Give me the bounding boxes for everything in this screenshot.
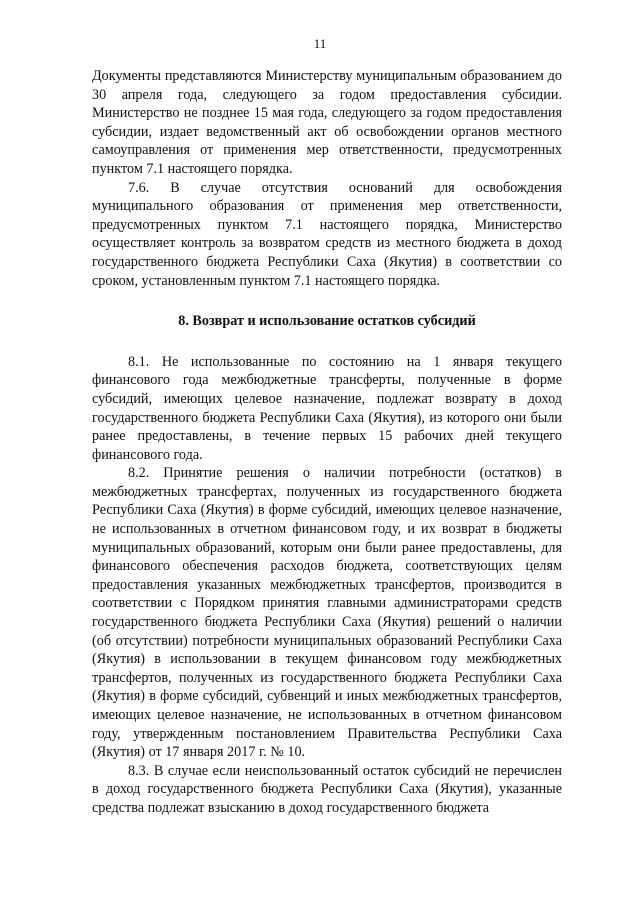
paragraph-8-2: 8.2. Принятие решения о наличии потребности (остатков) в межбюджетных трансфертах, полученных из государственного бюджета Республики Саха (Якутия) в форме субсидий, имеющих целевое назначение, не использованных в отчетном финансовом году, и их возврат в бюджеты муниципальных образований, которым они были ранее предоставлены, для финансового обеспечения расходов бюджета, соответствующих целям предоставления указанных межбюджетных трансфертов, производится в соответствии с Порядком принятия главными администраторами средств государственного бюджета Республики Саха (Якутия) решений о наличии (об отсутствии) потребности муниципальных образований Республики Саха (Якутия) в использовании в текущем финансовом году межбюджетных трансфертов, полученных из государственного бюджета Республики Саха (Якутия) в форме субсидий, субвенций и иных межбюджетных трансфертов, имеющих целевое назначение, не использованных в отчетном финансовом году, утвержденным постановлением Правительства Республики Саха (Якутия) от 17 января 2017 г. № 10. (92, 465, 562, 761)
document-body (92, 67, 562, 818)
paragraph-documents-submission: Документы представляются Министерству муниципальным образованием до 30 апреля года, следующего за годом предоставления субсидии. Министерство не позднее 15 мая года, следующего за годом предоставления субсидии, издает ведомственный акт об освобождении органов местного самоуправления от применения мер ответственности, предусмотренных пунктом 7.1 настоящего порядка. (92, 68, 562, 177)
paragraph-8-1: 8.1. Не использованные по состоянию на 1 января текущего финансового года межбюджетные трансферты, полученные в форме субсидий, имеющих целевое назначение, подлежат возврату в доход государственного бюджета Республики Саха (Якутия), из которого они были ранее предоставлены, в течение первых 15 рабочих дней текущего финансового года. (92, 353, 562, 463)
paragraph-7-6: 7.6. В случае отсутствия оснований для освобождения муниципального образования от применения мер ответственности, предусмотренных пунктом 7.1 настоящего порядка, Министерство осуществляет контроль за возвратом средств из местного бюджета в доход государственного бюджета Республики Саха (Якутия) в соответствии со сроком, установленным пунктом 7.1 настоящего порядка. (92, 179, 562, 289)
page-number: 11 (313, 36, 327, 51)
paragraph-8-3: 8.3. В случае если неиспользованный остаток субсидий не перечислен в доход государственного бюджета Республики Саха (Якутия), указанные средства подлежат взысканию в доход государственного бюджета (92, 762, 562, 816)
section-heading: 8. Возврат и использование остатков субсидий (178, 313, 476, 330)
